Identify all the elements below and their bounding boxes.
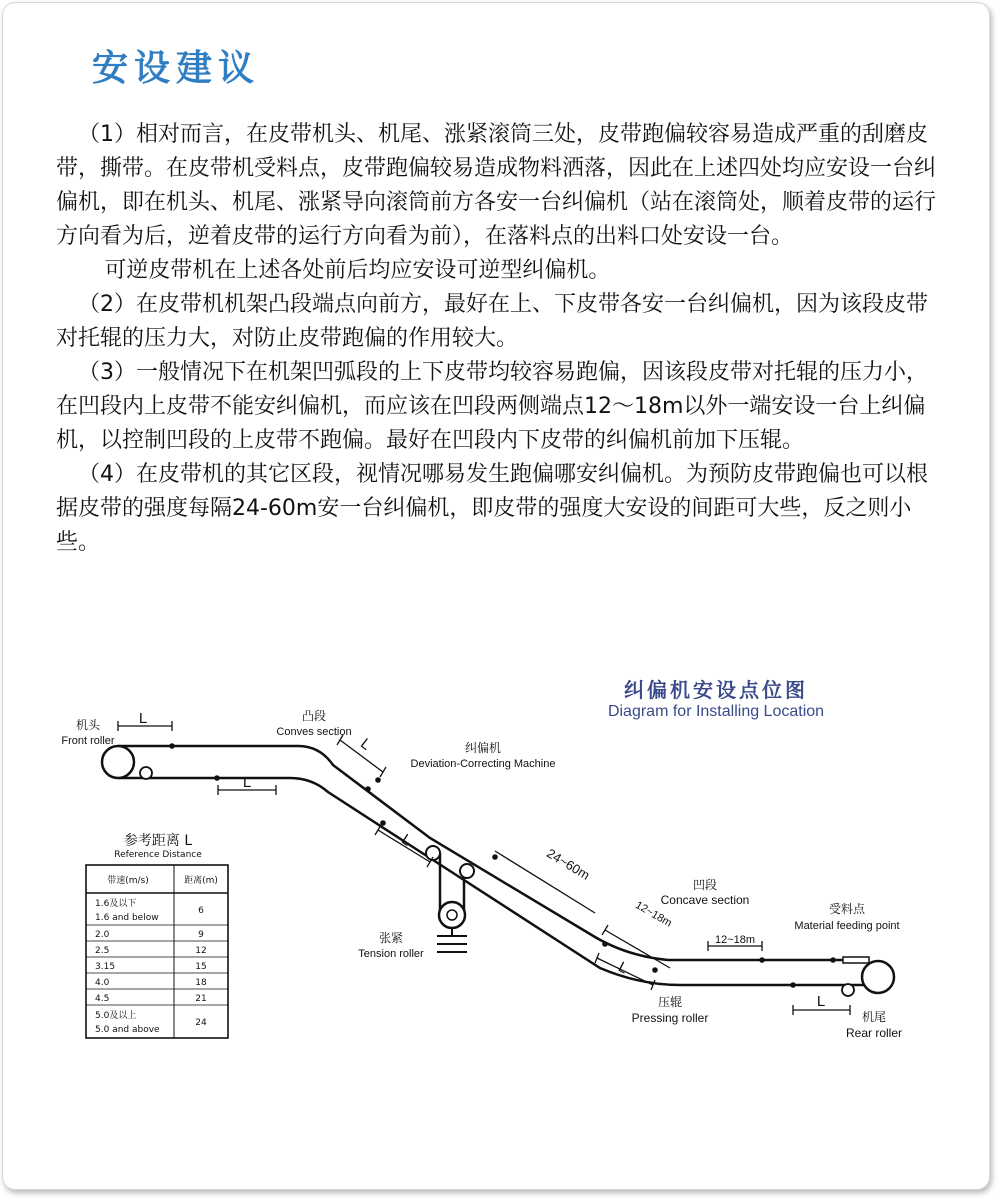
paragraph-2: （2）在皮带机机架凸段端点向前方，最好在上、下皮带各安一台纠偏机，因为该段皮带对托辊的压力大，对防止皮带跑偏的作用较大。 bbox=[56, 292, 928, 351]
dim-12-18m-concave: 12~18m bbox=[633, 899, 674, 930]
label-press-en: Pressing roller bbox=[631, 1011, 709, 1025]
paragraph-4: （4）在皮带机的其它区段，视情况哪易发生跑偏哪安纠偏机。为预防皮带跑偏也可以根据皮带的强度每隔24-60m安一台纠偏机，即皮带的强度大安设的间距可大些，反之则小些。 bbox=[56, 462, 928, 555]
table-cell-speed: 2.0 bbox=[95, 930, 110, 940]
label-front-cn: 机头 bbox=[75, 718, 101, 732]
table-cell-speed-en: 1.6 and below bbox=[95, 913, 159, 923]
label-concave-cn: 凹段 bbox=[692, 878, 718, 892]
label-concave-en: Concave section bbox=[660, 893, 750, 907]
dim-L-front-lower: L bbox=[242, 774, 252, 791]
lower-belt bbox=[118, 778, 872, 985]
reference-title-en: Reference Distance bbox=[114, 850, 202, 860]
label-rear-en: Rear roller bbox=[845, 1026, 903, 1040]
table-cell-speed: 4.0 bbox=[95, 978, 110, 988]
label-feed-en: Material feeding point bbox=[794, 920, 900, 932]
table-cell-distance: 12 bbox=[195, 946, 207, 956]
dim-L-convex-lower: L bbox=[398, 830, 415, 850]
page-title: 安设建议 bbox=[92, 47, 261, 89]
table-cell-distance: 9 bbox=[198, 930, 204, 940]
rear-snub-roller bbox=[842, 984, 854, 996]
table-cell-distance: 21 bbox=[195, 994, 207, 1004]
label-front-en: Front roller bbox=[61, 735, 115, 747]
dim-L-convex: L bbox=[357, 735, 375, 754]
paragraph-reversible: 可逆皮带机在上述各处前后均应安设可逆型纠偏机。 bbox=[104, 258, 611, 283]
table-header-speed: 带速(m/s) bbox=[107, 876, 149, 886]
dim-L-concave-lower: L bbox=[615, 958, 631, 978]
dcm-markers bbox=[169, 743, 836, 988]
label-convex-en: Conves section bbox=[276, 726, 352, 738]
table-cell-distance: 24 bbox=[195, 1018, 207, 1028]
label-dcm-cn: 纠偏机 bbox=[464, 741, 502, 755]
paragraph-3: （3）一般情况下在机架凹弧段的上下皮带均较容易跑偏，因该段皮带对托辊的压力小，在凹段内上皮带不能安纠偏机，而应该在凹段两侧端点12～18m以外一端安设一台上纠偏机，以控制凹段的上皮带不跑偏。最好在凹段内下皮带的纠偏机前加下压辊。 bbox=[56, 360, 928, 453]
table-cell-speed: 5.0及以上 bbox=[95, 1011, 137, 1021]
front-snub-roller bbox=[140, 767, 152, 779]
dim-L-front: L bbox=[138, 710, 148, 727]
table-cell-speed: 2.5 bbox=[95, 946, 110, 956]
front-roller bbox=[102, 746, 134, 778]
table-header-distance: 距离(m) bbox=[184, 876, 218, 886]
table-cell-speed: 1.6及以下 bbox=[95, 899, 137, 909]
table-cell-speed: 3.15 bbox=[95, 962, 116, 972]
diagram-title-cn: 纠偏机安设点位图 bbox=[624, 678, 808, 702]
label-tension-cn: 张紧 bbox=[378, 931, 404, 945]
feeding-point-marker bbox=[843, 957, 869, 963]
pressing-roller bbox=[652, 967, 658, 973]
dim-12-18m-flat: 12~18m bbox=[714, 934, 756, 946]
label-rear-cn: 机尾 bbox=[861, 1010, 887, 1024]
table-cell-distance: 6 bbox=[198, 906, 204, 916]
reference-title-cn: 参考距离 L bbox=[123, 833, 193, 849]
table-cell-speed: 4.5 bbox=[95, 994, 110, 1004]
label-tension-en: Tension roller bbox=[358, 948, 424, 960]
table-cell-distance: 18 bbox=[195, 978, 207, 988]
dim-24-60m: 24~60m bbox=[544, 845, 593, 883]
diagram-title-en: Diagram for Installing Location bbox=[607, 703, 825, 720]
dim-L-rear: L bbox=[816, 993, 826, 1010]
label-feed-cn: 受料点 bbox=[828, 902, 866, 916]
label-convex-cn: 凸段 bbox=[301, 709, 327, 723]
tension-guide-roller-2 bbox=[460, 864, 474, 878]
label-press-cn: 压辊 bbox=[657, 995, 683, 1009]
label-dcm-en: Deviation-Correcting Machine bbox=[410, 758, 556, 770]
rear-roller bbox=[862, 961, 894, 993]
table-cell-speed-en: 5.0 and above bbox=[95, 1025, 160, 1035]
table-cell-distance: 15 bbox=[195, 962, 207, 972]
paragraph-1: （1）相对而言，在皮带机头、机尾、涨紧滚筒三处，皮带跑偏较容易造成严重的刮磨皮带，撕带。在皮带机受料点，皮带跑偏较易造成物料洒落，因此在上述四处均应安设一台纠偏机，即在机头、机尾、涨紧导向滚筒前方各安一台纠偏机（站在滚筒处，顺着皮带的运行方向看为后，逆着皮带的运行方向看为前），在落料点的出料口处安设一台。 bbox=[56, 122, 937, 249]
